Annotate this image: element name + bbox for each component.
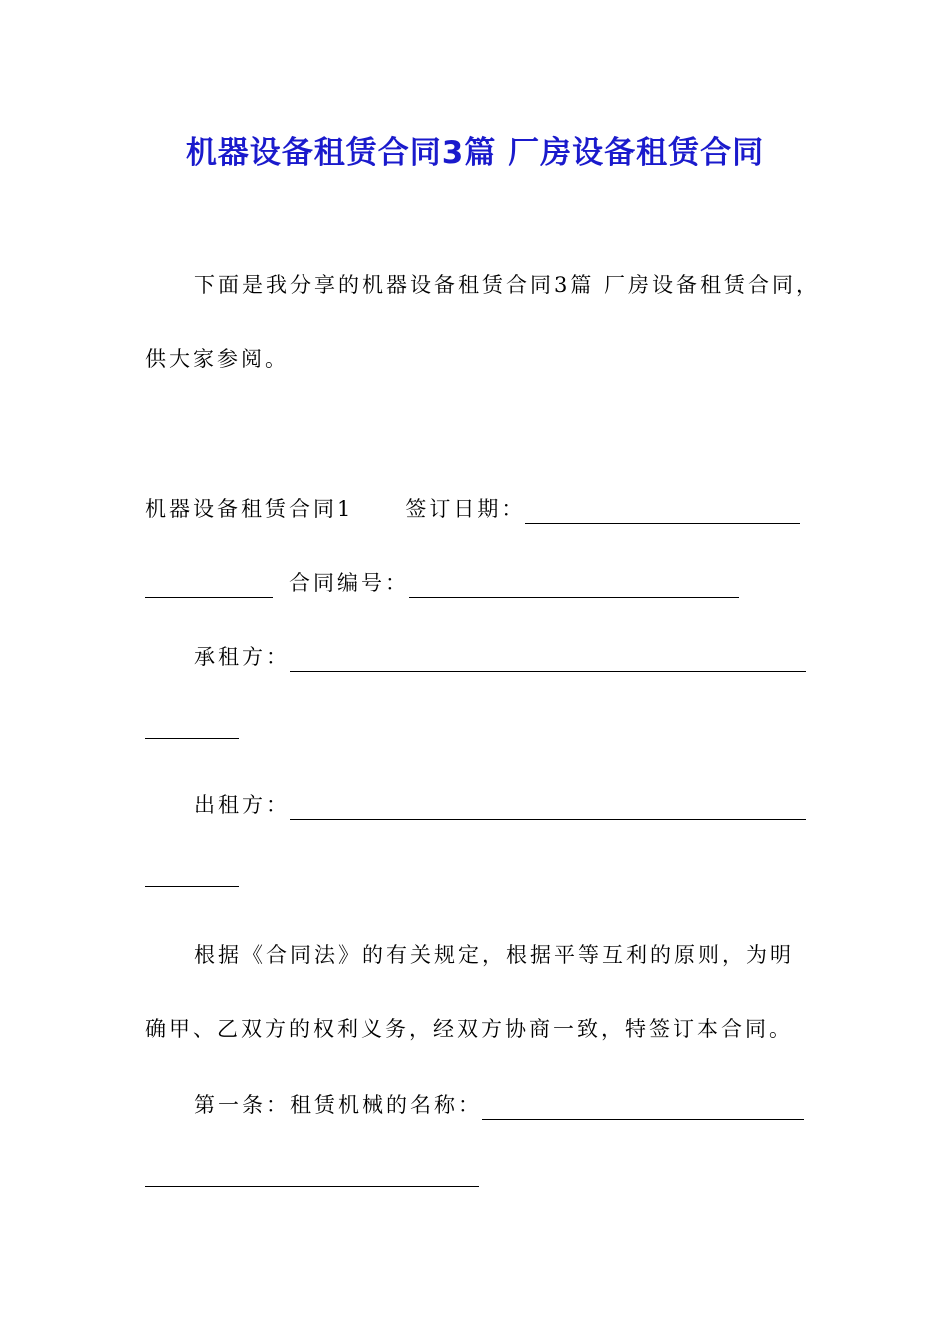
basis-paragraph-line-2	[145, 1014, 810, 1044]
intro-text-1: 下面是我分享的机器设备租赁合同3篇 厂房设备租赁合同，	[194, 273, 821, 297]
lessor-blank-continued	[145, 864, 239, 887]
contract-heading-line	[145, 494, 810, 524]
lessee-label: 承租方：	[194, 645, 290, 669]
basis-text-1: 根据《合同法》的有关规定，根据平等互利的原则，为明	[194, 943, 794, 967]
document-title: 机器设备租赁合同3篇 厂房设备租赁合同	[185, 135, 765, 171]
article-1-blank-continued	[145, 1164, 479, 1187]
sign-date-blank	[525, 501, 800, 524]
lessor-blank	[290, 797, 806, 820]
lessor-line	[145, 790, 859, 820]
contract-number-blank	[409, 575, 739, 598]
lessee-line-continued	[145, 716, 810, 739]
basis-paragraph-line-1	[145, 940, 859, 970]
lessor-label: 出租方：	[194, 793, 290, 817]
intro-text-2: 供大家参阅。	[145, 347, 289, 371]
sign-date-blank-continued	[145, 575, 273, 598]
article-1-line	[145, 1090, 859, 1120]
lessee-blank	[290, 649, 806, 672]
sign-date-label: 签订日期：	[405, 497, 526, 521]
basis-text-2: 确甲、乙双方的权利义务，经双方协商一致，特签订本合同。	[145, 1017, 793, 1041]
intro-paragraph-line-2	[145, 344, 810, 374]
contract-heading: 机器设备租赁合同1	[145, 497, 354, 521]
article-1-label: 第一条：租赁机械的名称：	[194, 1093, 482, 1117]
contract-number-line	[145, 568, 810, 598]
lessor-line-continued	[145, 864, 810, 887]
contract-number-label: 合同编号：	[289, 571, 409, 595]
intro-paragraph-line-1	[145, 270, 859, 300]
lessee-blank-continued	[145, 716, 239, 739]
article-1-line-continued	[145, 1164, 810, 1187]
lessee-line	[145, 642, 859, 672]
article-1-blank	[482, 1097, 804, 1120]
